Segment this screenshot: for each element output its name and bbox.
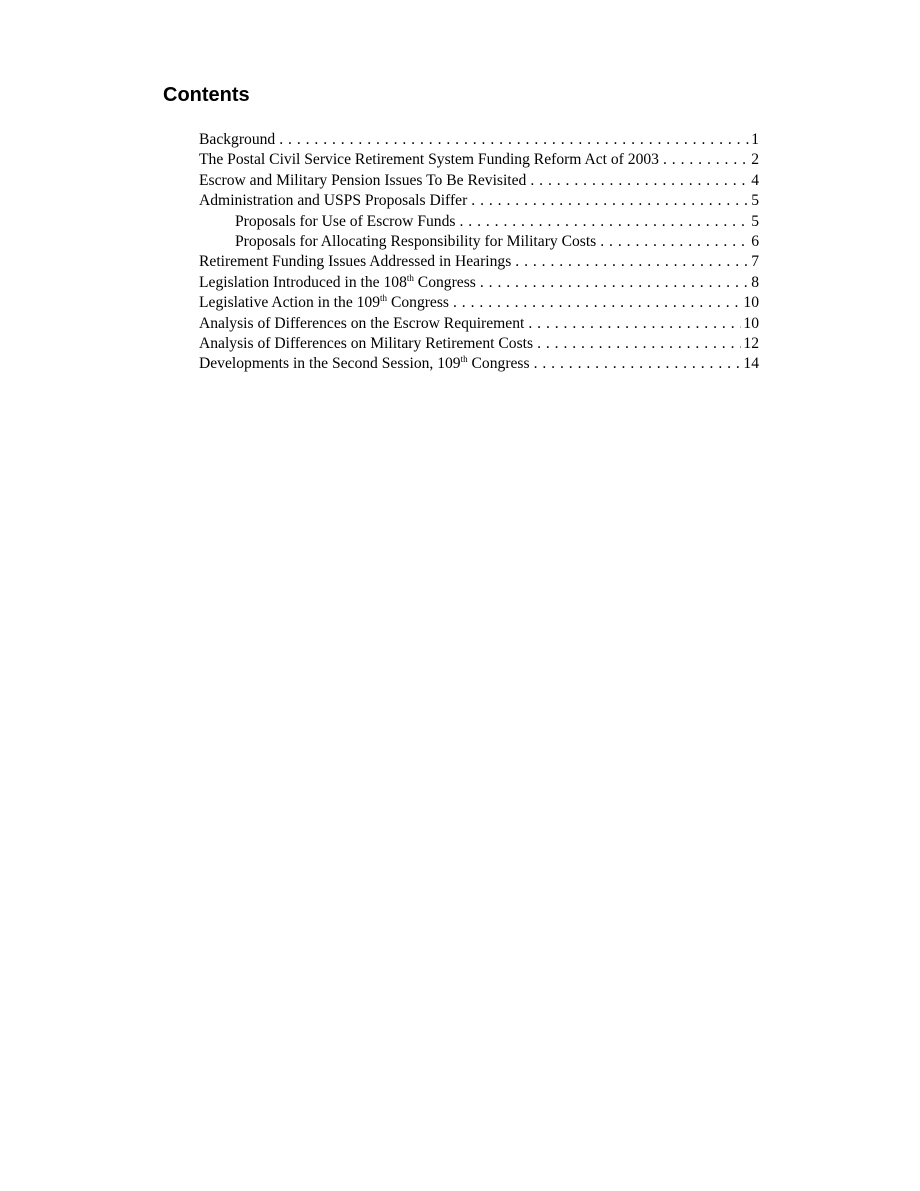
dot-leader <box>530 171 749 191</box>
toc-entry-title: Legislation Introduced in the 108th Congress <box>199 272 476 291</box>
toc-entry-hearings[interactable] <box>199 252 759 272</box>
toc-page-number: 7 <box>751 253 759 271</box>
toc-page-number: 10 <box>743 314 759 332</box>
toc-entry-escrow-military-pension[interactable] <box>199 171 759 191</box>
toc-entry-title: Analysis of Differences on Military Retirement Costs <box>199 334 534 352</box>
toc-page-number: 2 <box>751 151 759 169</box>
dot-leader <box>600 232 749 252</box>
dot-leader <box>515 252 749 272</box>
toc-entry-background[interactable] <box>199 130 759 150</box>
dot-leader <box>528 314 741 334</box>
toc-entry-military-differences[interactable] <box>199 334 759 354</box>
toc-entry-legislation-108th[interactable] <box>199 273 759 293</box>
dot-leader <box>537 334 741 354</box>
toc-entry-title: Retirement Funding Issues Addressed in Hearings <box>199 253 512 271</box>
toc-page-number: 5 <box>751 192 759 210</box>
toc-entry-title: Administration and USPS Proposals Differ <box>199 192 468 210</box>
toc-page-number: 8 <box>751 273 759 291</box>
dot-leader <box>534 354 742 374</box>
toc-page-number: 1 <box>751 131 759 148</box>
toc-entry-title: Escrow and Military Pension Issues To Be Revisited <box>199 171 527 189</box>
toc-entry-title: Proposals for Use of Escrow Funds <box>235 212 456 230</box>
toc-entry-escrow-funds-proposals[interactable] <box>199 212 759 232</box>
toc-entry-title: Legislative Action in the 109th Congress <box>199 293 449 312</box>
dot-leader <box>480 273 749 293</box>
toc-page-number: 12 <box>743 334 759 352</box>
dot-leader <box>453 293 741 313</box>
toc-entry-title: Analysis of Differences on the Escrow Requirement <box>199 314 525 332</box>
dot-leader <box>471 191 749 211</box>
toc-entry-second-session-109th[interactable] <box>199 354 759 374</box>
toc-entry-title: The Postal Civil Service Retirement System Funding Reform Act of 2003 <box>199 151 659 169</box>
dot-leader <box>663 150 749 170</box>
toc-entry-administration-usps-proposals[interactable] <box>199 191 759 211</box>
toc-page-number: 4 <box>751 171 759 189</box>
table-of-contents <box>199 130 759 375</box>
toc-page-number: 5 <box>751 212 759 230</box>
toc-entry-escrow-differences[interactable] <box>199 314 759 334</box>
toc-entry-title: Background <box>199 131 276 148</box>
dot-leader <box>459 212 749 232</box>
page-title: Contents <box>163 84 250 106</box>
toc-page-number: 14 <box>743 355 759 373</box>
toc-page-number: 6 <box>751 232 759 250</box>
toc-entry-title: Developments in the Second Session, 109th Congress <box>199 354 530 373</box>
toc-entry-legislative-action-109th[interactable] <box>199 293 759 313</box>
toc-entry-military-costs-proposals[interactable] <box>199 232 759 252</box>
dot-leader <box>279 130 749 150</box>
toc-entry-title: Proposals for Allocating Responsibility for Military Costs <box>235 232 597 250</box>
toc-entry-reform-act-2003[interactable] <box>199 150 759 170</box>
toc-page-number: 10 <box>743 294 759 312</box>
